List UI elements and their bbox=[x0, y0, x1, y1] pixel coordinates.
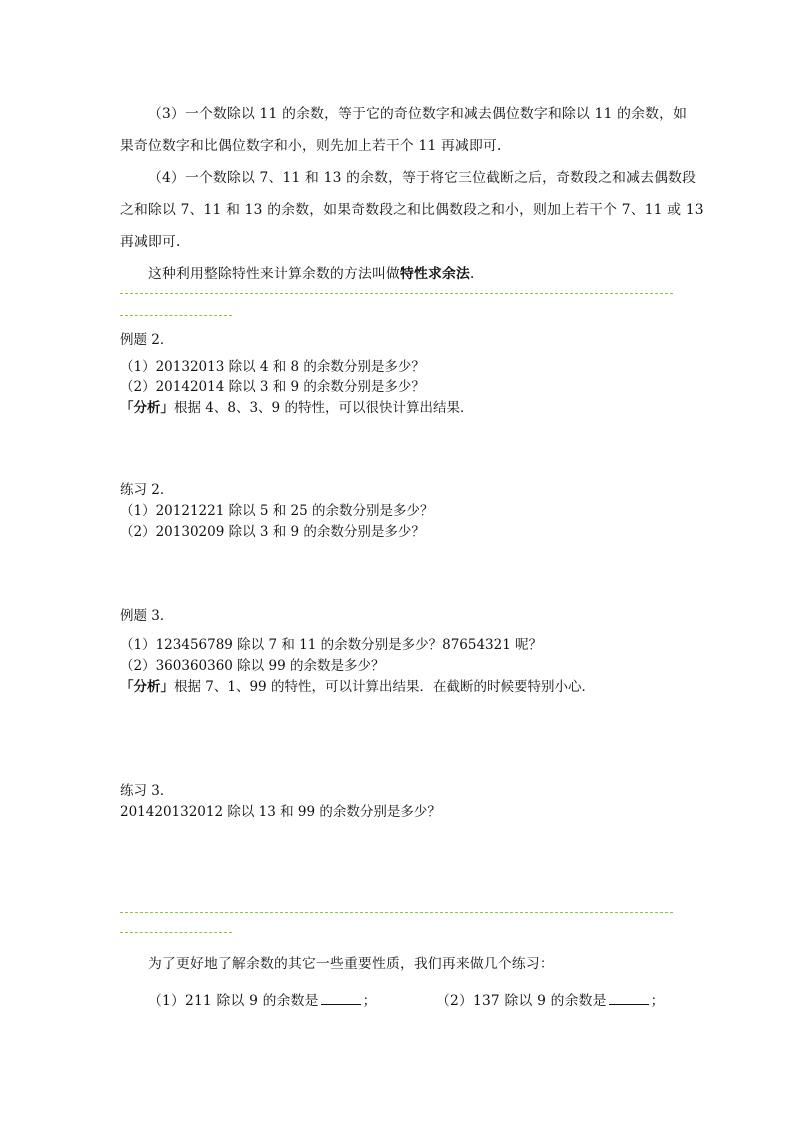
paragraph-4-line-3: 再减即可． bbox=[120, 234, 190, 250]
practice-2-question-1: （1）20121221 除以 5 和 25 的余数分别是多少？ bbox=[120, 503, 434, 519]
practice-3-question-1: 201420132012 除以 13 和 99 的余数分别是多少？ bbox=[120, 804, 441, 820]
exercise-1-text: （1）211 除以 9 的余数是 bbox=[148, 993, 319, 1009]
example-2-question-1: （1）20132013 除以 4 和 8 的余数分别是多少？ bbox=[120, 359, 425, 375]
example-2-question-2: （2）20142014 除以 3 和 9 的余数分别是多少？ bbox=[120, 379, 425, 395]
analysis-label: 「分析」 bbox=[120, 400, 174, 416]
paragraph-3-line-2: 果奇位数字和比偶位数字和小，则先加上若干个 11 再减即可． bbox=[120, 138, 512, 154]
example-3-analysis bbox=[120, 675, 595, 695]
method-sentence bbox=[148, 262, 484, 282]
paragraph-4-line-2: 之和除以 7、11 和 13 的余数，如果奇数段之和比偶数段之和小，则加上若干个 7、11 或 13 bbox=[120, 202, 704, 218]
exercise-2-answer-blank[interactable] bbox=[609, 992, 649, 1005]
exercise-2 bbox=[436, 989, 665, 1009]
practice-3-title: 练习 3． bbox=[120, 783, 174, 799]
example-3-title: 例题 3． bbox=[120, 608, 174, 624]
exercise-2-end: ； bbox=[650, 993, 665, 1009]
section-divider-bottom-line-2 bbox=[120, 932, 232, 933]
analysis-text: 根据 7、1、99 的特性，可以计算出结果．在截断的时候要特别小心． bbox=[174, 679, 595, 695]
example-3-question-2: （2）360360360 除以 99 的余数是多少？ bbox=[120, 658, 385, 674]
example-2-analysis bbox=[120, 396, 473, 416]
example-3-question-1: （1）123456789 除以 7 和 11 的余数分别是多少？87654321 呢？ bbox=[120, 637, 543, 653]
method-suffix: ． bbox=[469, 266, 484, 282]
paragraph-3-line-1: （3）一个数除以 11 的余数，等于它的奇位数字和减去偶位数字和除以 11 的余数，如 bbox=[148, 106, 688, 122]
section-divider-top-line-1 bbox=[120, 293, 673, 294]
example-2-title: 例题 2． bbox=[120, 332, 174, 348]
analysis-label: 「分析」 bbox=[120, 679, 174, 695]
practice-2-title: 练习 2． bbox=[120, 482, 174, 498]
method-term: 特性求余法 bbox=[399, 266, 470, 282]
method-prefix: 这种利用整除特性来计算余数的方法叫做 bbox=[148, 266, 400, 282]
analysis-text: 根据 4、8、3、9 的特性，可以很快计算出结果． bbox=[174, 400, 474, 416]
exercise-2-text: （2）137 除以 9 的余数是 bbox=[436, 993, 607, 1009]
practice-2-question-2: （2）20130209 除以 3 和 9 的余数分别是多少？ bbox=[120, 524, 425, 540]
paragraph-4-line-1: （4）一个数除以 7、11 和 13 的余数，等于将它三位截断之后，奇数段之和减去偶数段 bbox=[148, 170, 697, 186]
section-divider-top-line-2 bbox=[120, 315, 232, 316]
section-divider-bottom-line-1 bbox=[120, 912, 673, 913]
exercise-1 bbox=[148, 989, 377, 1009]
exercise-1-answer-blank[interactable] bbox=[321, 992, 361, 1005]
exercise-1-end: ； bbox=[362, 993, 377, 1009]
closing-intro: 为了更好地了解余数的其它一些重要性质，我们再来做几个练习： bbox=[148, 956, 554, 972]
